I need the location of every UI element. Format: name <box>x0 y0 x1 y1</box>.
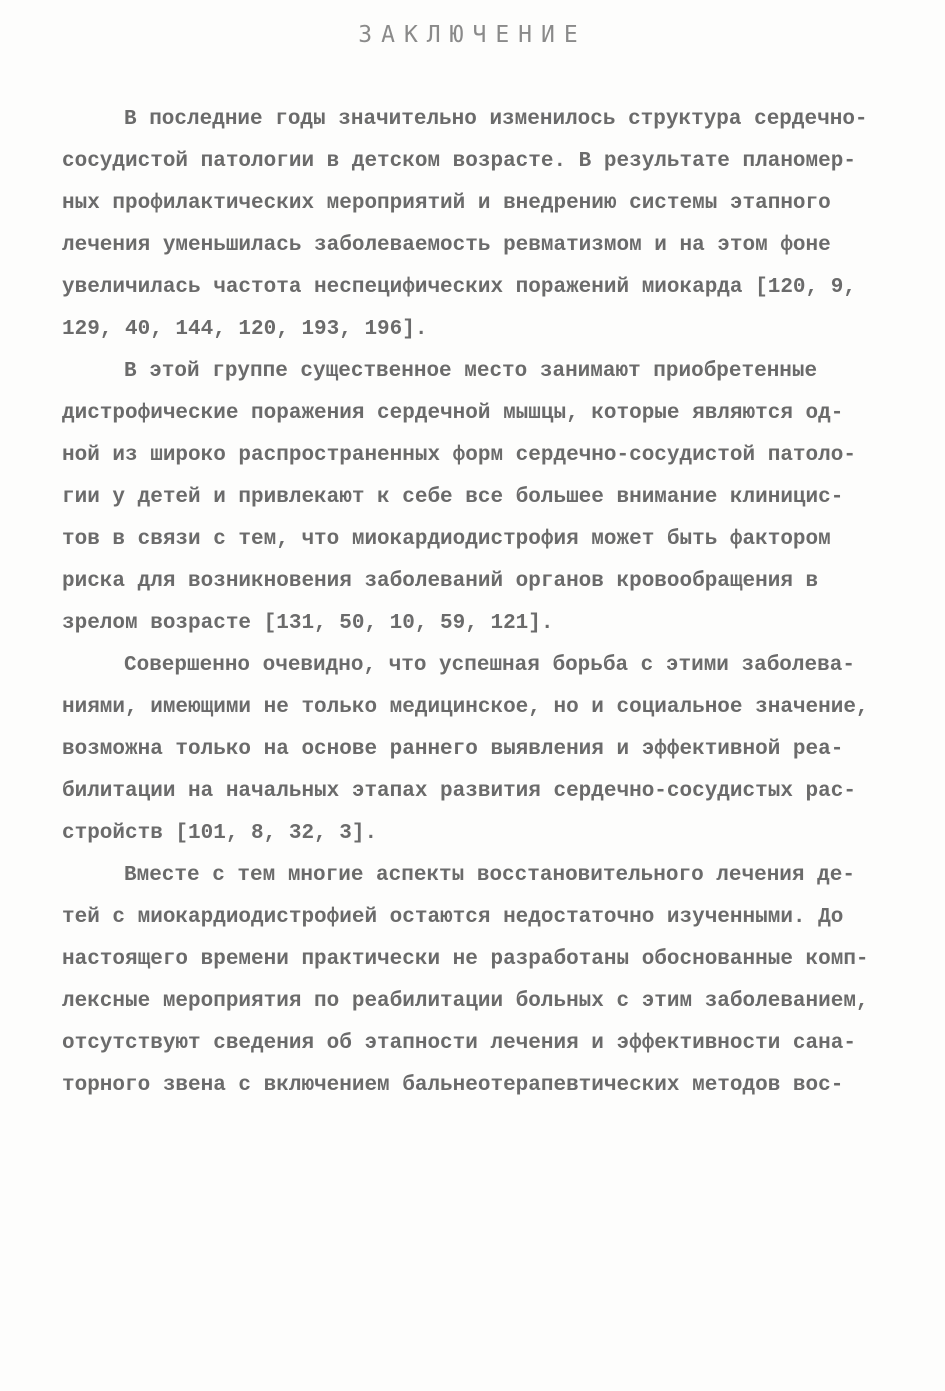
text-line: тов в связи с тем, что миокардиодистрофия может быть фактором <box>62 528 831 551</box>
text-line: дистрофические поражения сердечной мышцы, которые являются од- <box>62 402 844 425</box>
text-line: сосудистой патологии в детском возрасте. В результате планомер- <box>62 150 856 173</box>
text-line: Совершенно очевидно, что успешная борьба с этими заболева- <box>124 654 855 677</box>
text-line: ной из широко распространенных форм сердечно-сосудистой патоло- <box>62 444 856 467</box>
text-line: риска для возникновения заболеваний органов кровообращения в <box>62 570 819 593</box>
text-line: настоящего времени практически не разработаны обоснованные комп- <box>62 948 869 971</box>
text-line: торного звена с включением бальнеотерапевтических методов вос- <box>62 1074 844 1097</box>
text-line: отсутствуют сведения об этапности лечения и эффективности сана- <box>62 1032 856 1055</box>
text-line: лексные мероприятия по реабилитации больных с этим заболеванием, <box>62 990 869 1013</box>
text-line: увеличилась частота неспецифических поражений миокарда [120, 9, <box>62 276 856 299</box>
text-line: лечения уменьшилась заболеваемость ревматизмом и на этом фоне <box>62 234 831 257</box>
text-line: В этой группе существенное место занимают приобретенные <box>124 360 818 383</box>
text-line: В последние годы значительно изменилось структура сердечно- <box>124 108 868 131</box>
text-line: возможна только на основе раннего выявления и эффективной реа- <box>62 738 844 761</box>
text-line: ниями, имеющими не только медицинское, но и социальное значение, <box>62 696 869 719</box>
text-line: стройств [101, 8, 32, 3]. <box>62 822 378 845</box>
page-title: ЗАКЛЮЧЕНИЕ <box>358 22 587 48</box>
text-line: Вместе с тем многие аспекты восстановительного лечения де- <box>124 864 855 887</box>
text-line: гии у детей и привлекают к себе все большее внимание клиницис- <box>62 486 844 509</box>
text-line: зрелом возрасте [131, 50, 10, 59, 121]. <box>62 612 554 635</box>
text-line: билитации на начальных этапах развития сердечно-сосудистых рас- <box>62 780 856 803</box>
text-line: ных профилактических мероприятий и внедрению системы этапного <box>62 192 831 215</box>
text-line: 129, 40, 144, 120, 193, 196]. <box>62 318 428 341</box>
text-line: тей с миокардиодистрофией остаются недостаточно изученными. До <box>62 906 844 929</box>
